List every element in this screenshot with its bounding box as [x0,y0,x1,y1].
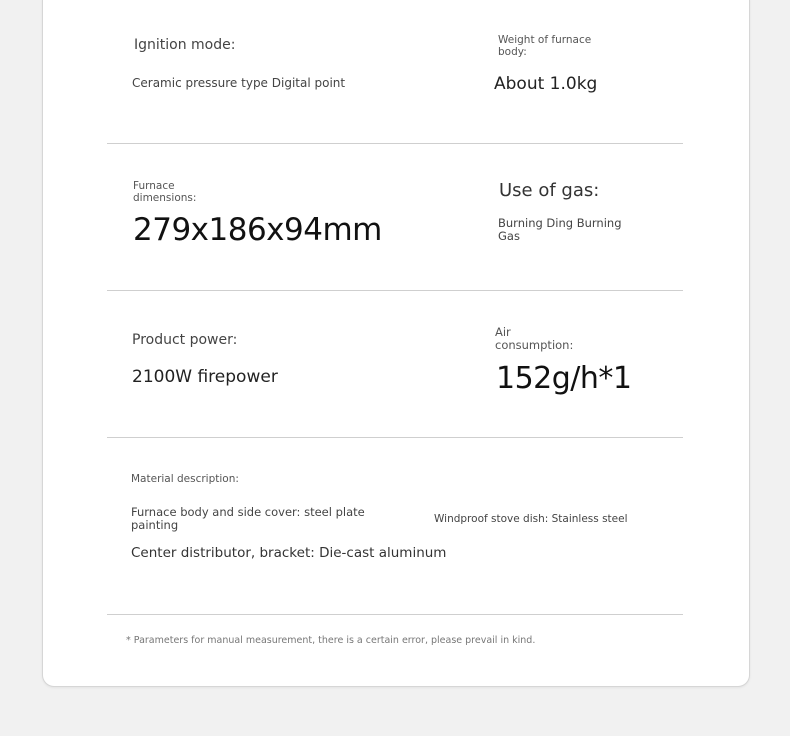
dimensions-value: 279x186x94mm [133,212,382,248]
ignition-label: Ignition mode: [134,37,236,53]
divider [107,143,683,144]
gas-label: Use of gas: [499,180,600,201]
weight-value: About 1.0kg [494,74,598,94]
power-value: 2100W firepower [132,367,278,387]
weight-label: Weight of furnace body: [498,34,592,58]
air-value: 152g/h*1 [496,361,632,396]
power-label: Product power: [132,332,238,348]
material-distributor: Center distributor, bracket: Die-cast aluminum [131,545,447,561]
material-windproof: Windproof stove dish: Stainless steel [434,513,628,525]
material-body: Furnace body and side cover: steel plate painting [131,505,365,532]
material-label: Material description: [131,473,239,485]
air-label: Air consumption: [495,325,574,352]
divider [107,290,683,291]
divider [107,437,683,438]
dimensions-label: Furnace dimensions: [133,180,197,204]
gas-value: Burning Ding Burning Gas [498,216,622,243]
footnote: * Parameters for manual measurement, there is a certain error, please prevail in kind. [126,635,536,646]
divider [107,614,683,615]
ignition-value: Ceramic pressure type Digital point [132,76,346,90]
